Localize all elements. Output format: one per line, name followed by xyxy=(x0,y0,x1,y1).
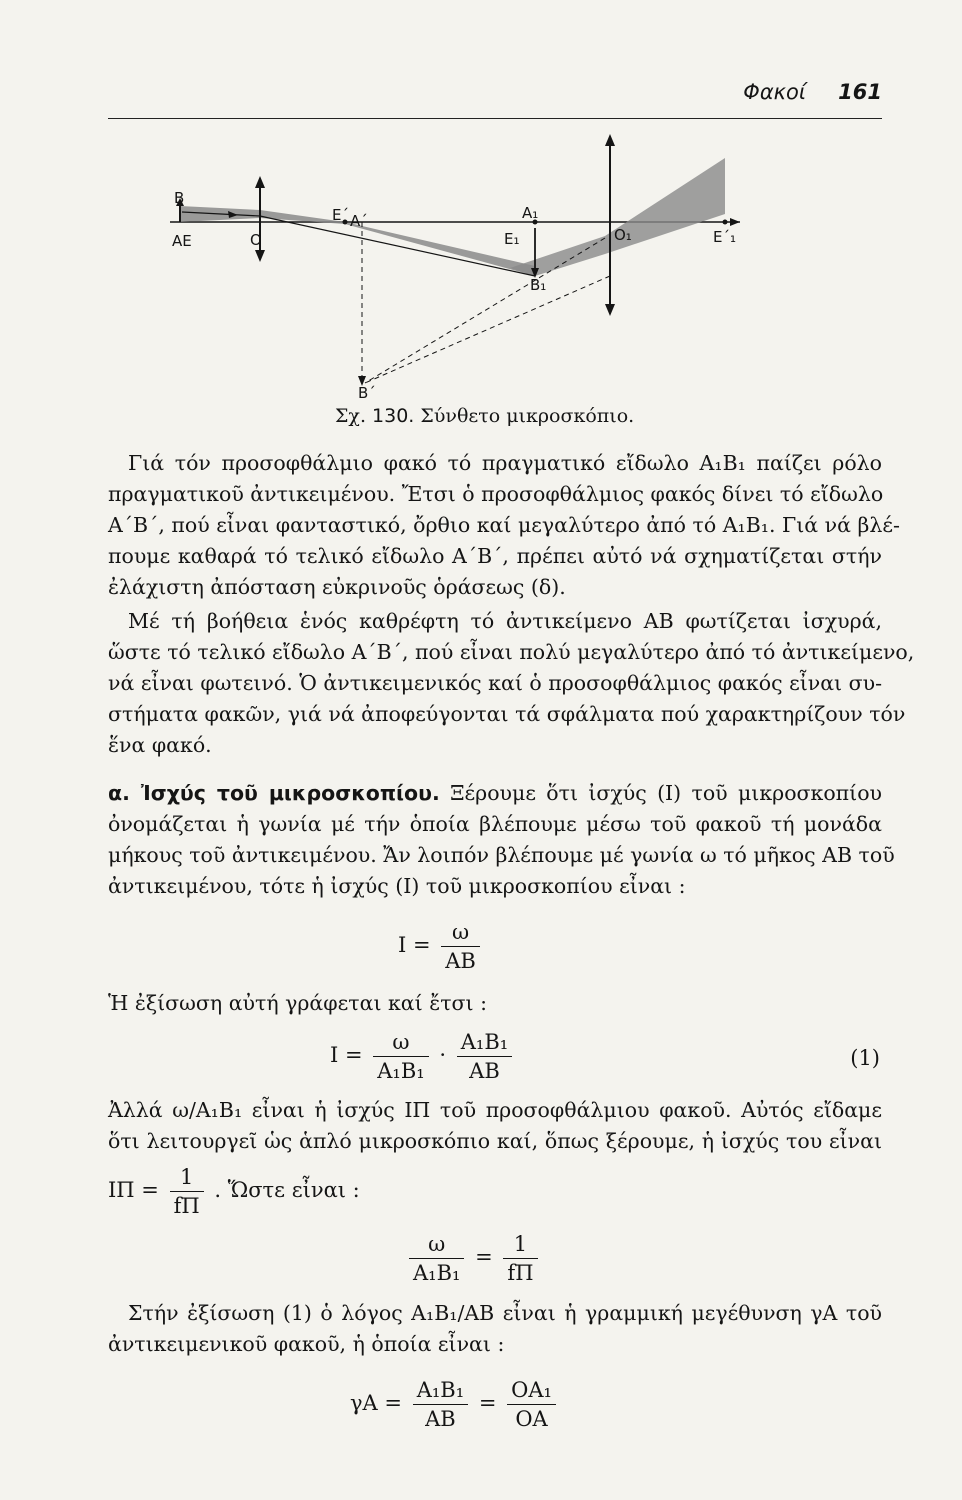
label-AE: AE xyxy=(172,232,192,250)
eq4-den2: fΠ xyxy=(507,1261,534,1285)
eyepiece-lens-bottom xyxy=(605,304,615,316)
eq3-num: 1 xyxy=(170,1165,204,1192)
equation-2 xyxy=(330,1030,880,1083)
eq5-equals: = xyxy=(478,1391,497,1415)
eq2-den2: AB xyxy=(469,1059,500,1083)
text-line: Ἀλλά ω/A₁B₁ εἶναι ἡ ἰσχύς IΠ τοῦ προσοφθάλμιου φακοῦ. Αὐτός εἴδαμε xyxy=(108,1098,882,1122)
header-rule xyxy=(108,118,882,119)
eq3-fraction xyxy=(170,1165,204,1218)
text-line: Μέ τή βοήθεια ἑνός καθρέφτη τό ἀντικείμενο AB φωτίζεται ἰσχυρά, xyxy=(128,609,882,633)
eq1-lhs: I = xyxy=(398,933,431,957)
text-line: πραγματικοῦ ἀντικειμένου. Ἔτσι ὁ προσοφθάλμιος φακός δίνει τό εἴδωλο xyxy=(108,482,884,506)
eq3-den: fΠ xyxy=(173,1194,200,1218)
paragraph-4 xyxy=(108,988,882,1019)
label-A-prime: A΄ xyxy=(350,212,368,230)
text-line: ὀνομάζεται ἡ γωνία μέ τήν ὁποία βλέπουμε μέσω τοῦ φακοῦ τή μονάδα xyxy=(108,812,882,836)
caption-prefix: Σχ. xyxy=(335,405,366,427)
running-title: Φακοί xyxy=(743,80,806,104)
label-O: O xyxy=(250,231,262,249)
eq1-num: ω xyxy=(441,920,480,947)
eq2-fraction-2 xyxy=(457,1030,512,1083)
eq1-fraction xyxy=(441,920,480,973)
text-line: ἐλάχιστη ἀπόσταση εὐκρινοῦς ὁράσεως (δ). xyxy=(108,575,566,599)
eyepiece-lens-top xyxy=(605,134,615,146)
eq4-den1: A₁B₁ xyxy=(413,1261,461,1285)
microscope-diagram xyxy=(150,128,750,408)
objective-lens-top xyxy=(255,176,265,188)
eq4-num2: 1 xyxy=(503,1232,537,1259)
text-line: ὥστε τό τελικό εἴδωλο A΄B΄, πού εἶναι πολύ μεγαλύτερο ἀπό τό ἀντικείμενο, xyxy=(108,640,915,664)
page-number: 161 xyxy=(838,80,882,104)
paragraph-2 xyxy=(108,606,915,761)
eq2-dot: · xyxy=(439,1043,447,1067)
equation-4 xyxy=(405,1232,542,1285)
text-line: στήματα φακῶν, γιά νά ἀποφεύγονται τά σφάλματα πού χαρακτηρίζουν τόν xyxy=(108,702,906,726)
eq4-num1: ω xyxy=(409,1232,464,1259)
eq2-fraction-1 xyxy=(373,1030,428,1083)
eq2-lhs: I = xyxy=(330,1043,363,1067)
text-line: νά εἶναι φωτεινό. Ὁ ἀντικειμενικός καί ὁ προσοφθάλμιος φακός εἶναι συ- xyxy=(108,671,882,695)
eq4-equals: = xyxy=(475,1245,493,1269)
text-line: Στήν ἐξίσωση (1) ὁ λόγος A₁B₁/AB εἶναι ἡ γραμμική μεγέθυνση γΑ τοῦ xyxy=(128,1301,882,1325)
label-E1: E₁ xyxy=(504,230,520,248)
text-line: πουμε καθαρά τό τελικό εἴδωλο A΄B΄, πρέπει αὐτό νά σχηματίζεται στήν xyxy=(108,544,882,568)
focus-E1-prime xyxy=(723,220,728,225)
eq2-num2: A₁B₁ xyxy=(457,1030,512,1057)
text-line: Ἡ ἐξίσωση αὐτή γράφεται καί ἔτσι : xyxy=(108,991,487,1015)
label-E1-prime: E΄₁ xyxy=(713,228,736,246)
text-line: ἀντικειμένου, τότε ἡ ἰσχύς (I) τοῦ μικροσκοπίου εἶναι : xyxy=(108,874,686,898)
objective-lens-bottom xyxy=(255,250,265,262)
label-B: B xyxy=(174,189,185,207)
figure-caption xyxy=(335,405,634,427)
text-line: μήκους τοῦ ἀντικειμένου. Ἄν λοιπόν βλέπουμε μέ γωνία ω τό μῆκος AB τοῦ xyxy=(108,843,895,867)
eq5-lhs: γΑ = xyxy=(350,1391,402,1415)
label-A1: A₁ xyxy=(522,204,539,222)
text-line: ὅτι λειτουργεῖ ὡς ἁπλό μικροσκόπιο καί, ὅπως ξέρουμε, ἡ ἰσχύς του εἶναι xyxy=(108,1129,882,1153)
paragraph-7 xyxy=(108,1298,882,1360)
eq5-den2: OA xyxy=(515,1407,548,1431)
text-line: A΄B΄, πού εἶναι φανταστικό, ὄρθιο καί μεγαλύτερο ἀπό τό A₁B₁. Γιά νά βλέ- xyxy=(108,513,900,537)
text-line: ἕνα φακό. xyxy=(108,733,212,757)
label-O1: O₁ xyxy=(614,226,632,244)
page-header xyxy=(108,78,882,106)
eq2-den1: A₁B₁ xyxy=(377,1059,425,1083)
caption-text: Σύνθετο μικροσκόπιο. xyxy=(420,405,635,427)
paragraph-1 xyxy=(108,448,900,603)
ray-2 xyxy=(260,216,535,276)
equation-5 xyxy=(350,1378,560,1431)
label-B-prime: B΄ xyxy=(358,384,376,402)
label-E-prime: E΄ xyxy=(332,206,349,224)
eq2-num1: ω xyxy=(373,1030,428,1057)
eq5-num1: A₁B₁ xyxy=(413,1378,468,1405)
text-line: Γιά τόν προσοφθάλμιο φακό τό πραγματικό εἴδωλο A₁B₁ παίζει ρόλο xyxy=(128,451,882,475)
ray-bundle-eyepiece xyxy=(510,158,725,276)
eq1-den: AB xyxy=(445,949,476,973)
virtual-ray-2 xyxy=(365,276,610,383)
text-line: ἀντικειμενικοῦ φακοῦ, ἡ ὁποία εἶναι : xyxy=(108,1332,505,1356)
caption-number: 130. xyxy=(372,405,415,427)
axis-arrowhead xyxy=(730,218,740,226)
equation-number: (1) xyxy=(850,1046,880,1070)
label-B1: B₁ xyxy=(530,276,547,294)
eq5-den1: AB xyxy=(425,1407,456,1431)
paragraph-3 xyxy=(108,778,895,902)
eq5-fraction-1 xyxy=(413,1378,468,1431)
eq5-fraction-2 xyxy=(507,1378,556,1431)
eq5-num2: OA₁ xyxy=(507,1378,556,1405)
eq4-fraction-1 xyxy=(409,1232,464,1285)
eq3-lhs: IΠ = xyxy=(108,1178,159,1202)
paragraph-5 xyxy=(108,1095,882,1157)
equation-3 xyxy=(108,1165,360,1218)
text-line: Ξέρουμε ὅτι ἰσχύς (I) τοῦ μικροσκοπίου xyxy=(450,781,882,805)
section-title: α. Ἰσχύς τοῦ μικροσκοπίου. xyxy=(108,781,440,805)
eq4-fraction-2 xyxy=(503,1232,537,1285)
eq3-tail: . Ὥστε εἶναι : xyxy=(214,1178,360,1202)
equation-1 xyxy=(398,920,484,973)
